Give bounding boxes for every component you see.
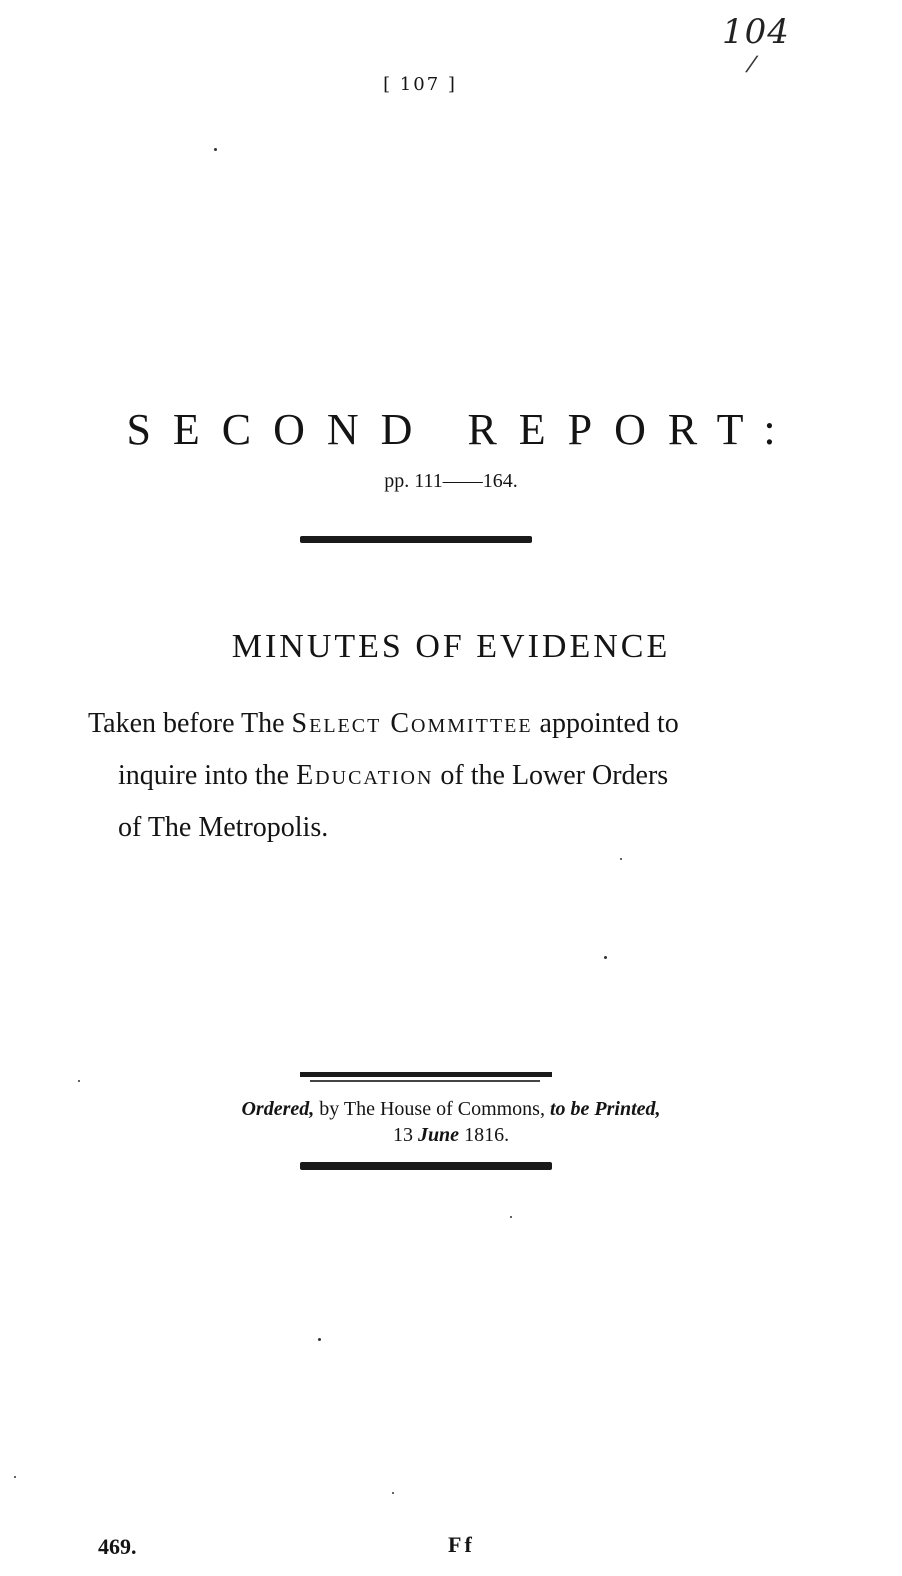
body-text: inquire into the bbox=[118, 760, 297, 791]
body-text: appointed to bbox=[532, 708, 679, 739]
date-day: 13 bbox=[392, 1124, 418, 1146]
paper-speck bbox=[510, 1216, 512, 1218]
body-text: Taken before The bbox=[88, 708, 292, 739]
body-line-1 bbox=[88, 708, 679, 740]
order-date bbox=[0, 1124, 902, 1147]
divider-rule bbox=[300, 1162, 552, 1170]
paper-speck bbox=[392, 1492, 394, 1494]
paper-speck bbox=[78, 1080, 80, 1082]
footer-number: 469. bbox=[98, 1534, 137, 1559]
ordered-word: Ordered, bbox=[241, 1098, 315, 1120]
body-line-3: of The Metropolis. bbox=[118, 812, 329, 843]
date-month: June bbox=[417, 1124, 460, 1146]
page-range: pp. 111——164. bbox=[384, 470, 518, 492]
handwritten-page-annotation: 104 bbox=[722, 12, 790, 52]
paper-speck bbox=[318, 1338, 321, 1341]
page-number: [ 107 ] bbox=[383, 74, 457, 95]
body-line-2 bbox=[118, 760, 668, 792]
divider-rule bbox=[300, 1072, 552, 1077]
paper-speck bbox=[14, 1476, 16, 1478]
body-text: of the Lower Orders bbox=[433, 760, 669, 791]
handwritten-mark: / bbox=[746, 51, 758, 78]
order-text: by The House of Commons, bbox=[314, 1098, 550, 1120]
divider-rule-thin bbox=[310, 1080, 540, 1082]
divider-rule bbox=[300, 536, 532, 543]
section-title: MINUTES OF EVIDENCE bbox=[231, 628, 671, 665]
committee-name: Select Committee bbox=[291, 708, 533, 739]
date-year: 1816. bbox=[459, 1124, 510, 1146]
paper-speck bbox=[620, 858, 622, 860]
subject-name: Education bbox=[296, 760, 434, 791]
signature-mark: Ff bbox=[448, 1532, 475, 1557]
paper-speck bbox=[214, 148, 217, 151]
report-title: SECOND REPORT: bbox=[126, 405, 798, 454]
paper-speck bbox=[604, 956, 607, 959]
printed-phrase: to be Printed, bbox=[549, 1098, 661, 1120]
order-statement bbox=[0, 1098, 902, 1121]
